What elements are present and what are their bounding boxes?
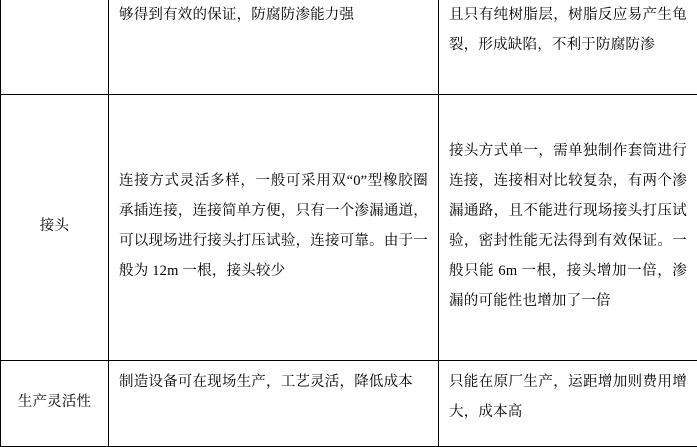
row-label-cell: 接头 <box>1 94 109 360</box>
row-label-cell <box>1 0 109 94</box>
row-rigid-pipe-cell: 接头方式单一，需单独制作套筒进行连接，连接相对比较复杂，有两个渗漏通路，且不能进行现场接头打压试验，密封性能无法得到有效保证。一般只能 6m 一根，接头增加一倍，渗漏的可能性也增加了一倍 <box>439 94 697 360</box>
row-rigid-pipe-cell: 且只有纯树脂层，树脂反应易产生龟裂，形成缺陷，不利于防腐防渗 <box>439 0 697 94</box>
row-rigid-pipe-cell: 只能在原厂生产，运距增加则费用增大，成本高 <box>439 360 697 446</box>
table-row <box>1 360 697 446</box>
row-flexible-pipe-cell: 够得到有效的保证，防腐防渗能力强 <box>109 0 439 94</box>
row-flexible-pipe-cell: 连接方式灵活多样，一般可采用双“0”型橡胶圈承插连接，连接简单方便，只有一个渗漏通道，可以现场进行接头打压试验，连接可靠。由于一般为 12m 一根，接头较少 <box>109 94 439 360</box>
row-label-cell: 生产灵活性 <box>1 360 109 446</box>
row-flexible-pipe-cell: 制造设备可在现场生产，工艺灵活，降低成本 <box>109 360 439 446</box>
table-row <box>1 0 697 94</box>
table-row <box>1 94 697 360</box>
